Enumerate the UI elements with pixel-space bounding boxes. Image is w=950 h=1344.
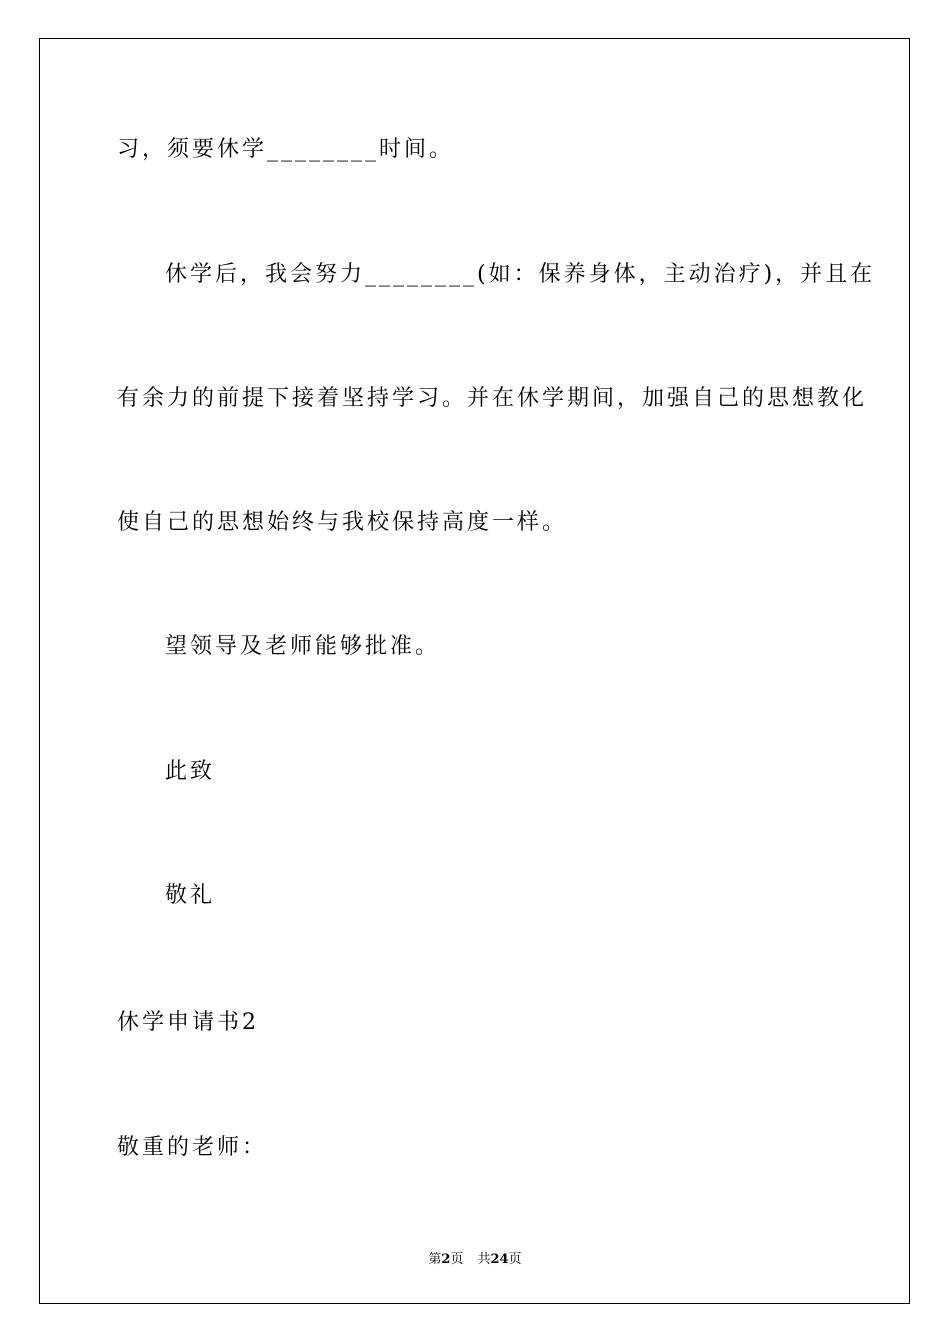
footer-total-pages: 24: [490, 1252, 509, 1267]
footer-page-number: 2: [441, 1252, 451, 1267]
page-border: [39, 38, 910, 1304]
greeting-line: 敬重的老师：: [117, 1135, 268, 1160]
footer-page-prefix: 第: [428, 1252, 442, 1267]
paragraph-line: 使自己的思想始终与我校保持高度一样。: [117, 510, 568, 535]
section-title: 休学申请书2: [117, 1010, 259, 1035]
closing-salutation: 此致: [165, 759, 216, 784]
footer-total-prefix: 共: [477, 1252, 491, 1267]
closing-regards: 敬礼: [165, 883, 216, 908]
paragraph-line: 休学后，我会努力________(如：保养身体，主动治疗)，并且在: [165, 262, 876, 287]
page-footer: [0, 1248, 950, 1267]
footer-page-suffix: 页: [450, 1252, 464, 1267]
paragraph-line: 习，须要休学________时间。: [117, 137, 455, 162]
footer-total-suffix: 页: [508, 1252, 522, 1267]
paragraph-line: 有余力的前提下接着坚持学习。并在休学期间，加强自己的思想教化: [117, 386, 868, 411]
paragraph-line: 望领导及老师能够批准。: [165, 634, 441, 659]
